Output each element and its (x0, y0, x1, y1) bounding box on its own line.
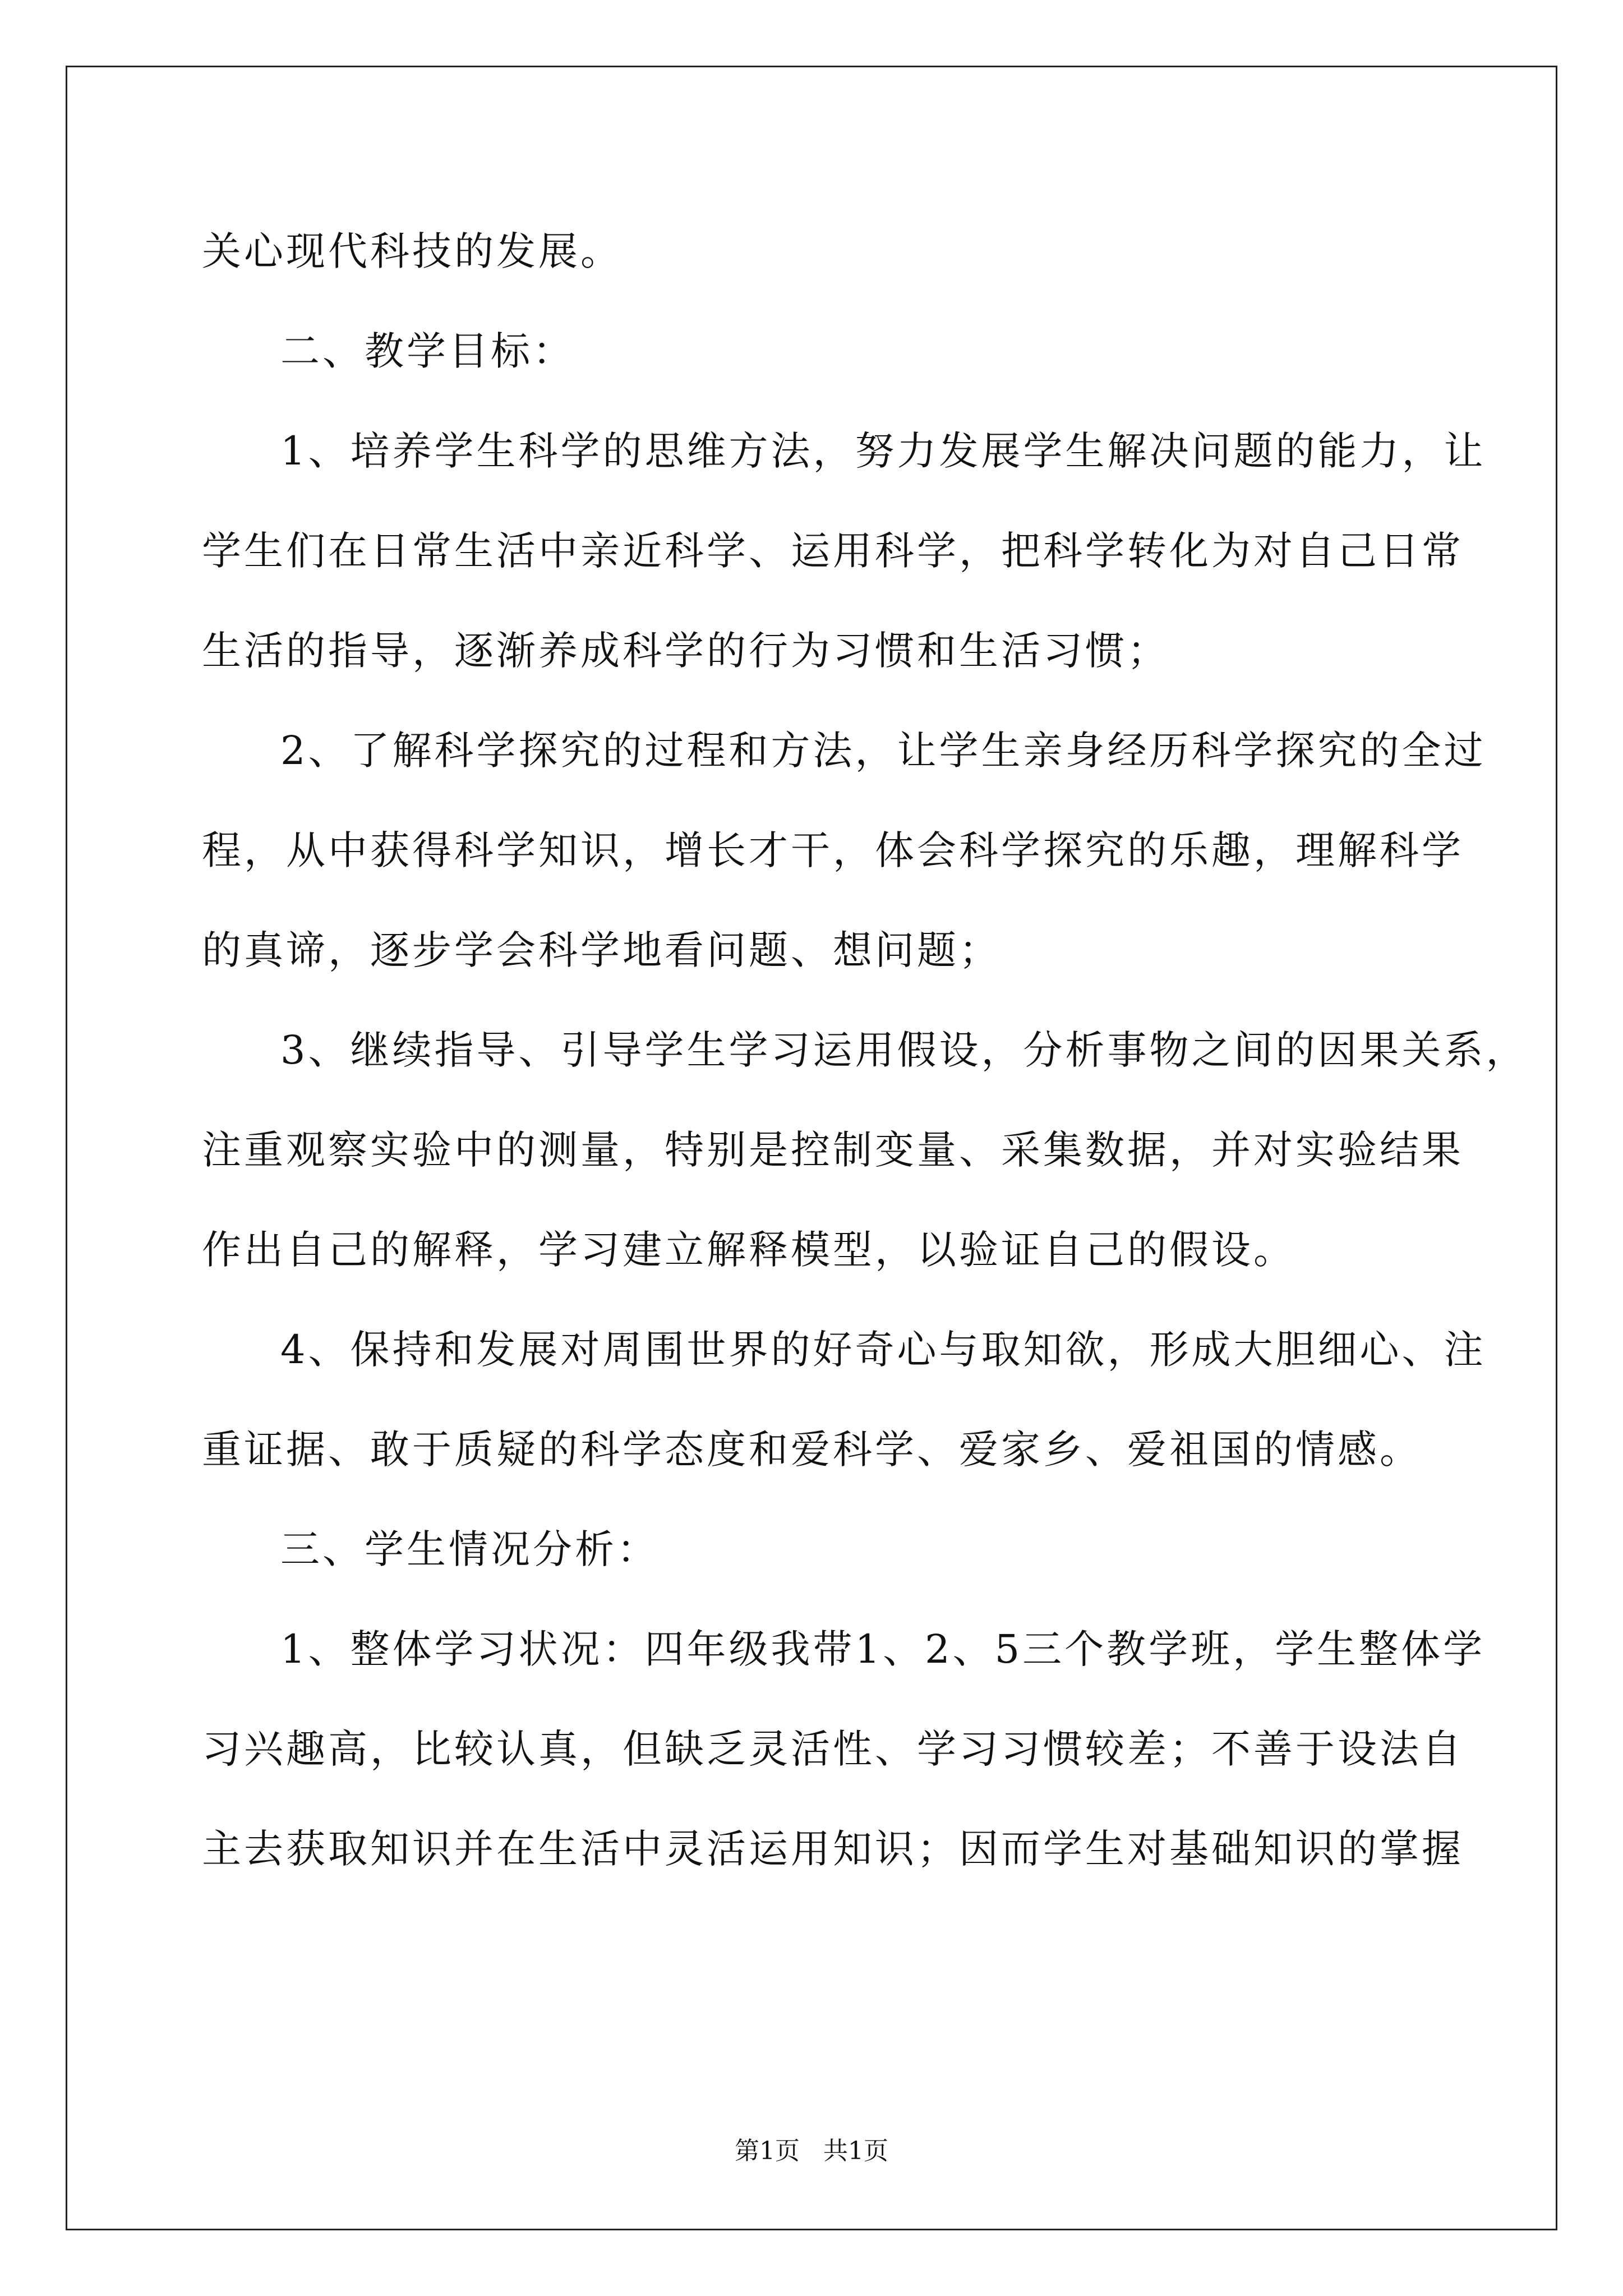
paragraph-line: 关心现代科技的发展。 (202, 228, 623, 274)
paragraph-line: 注重观察实验中的测量，特别是控制变量、采集数据，并对实验结果 (202, 1127, 1464, 1173)
paragraph-line: 程，从中获得科学知识，增长才干，体会科学探究的乐趣，理解科学 (202, 827, 1464, 873)
paragraph-line: 1、整体学习状况：四年级我带1、2、5三个教学班，学生整体学 (280, 1626, 1486, 1672)
paragraph-line: 4、保持和发展对周围世界的好奇心与取知欲，形成大胆细心、注 (280, 1327, 1486, 1373)
paragraph-line: 作出自己的解释，学习建立解释模型，以验证自己的假设。 (202, 1227, 1295, 1273)
paragraph-line: 主去获取知识并在生活中灵活运用知识；因而学生对基础知识的掌握 (202, 1826, 1464, 1872)
paragraph-line: 的真谛，逐步学会科学地看问题、想问题； (202, 927, 1001, 973)
section-heading: 三、学生情况分析： (280, 1526, 659, 1572)
paragraph-line: 1、培养学生科学的思维方法，努力发展学生解决问题的能力，让 (280, 428, 1486, 474)
section-heading: 二、教学目标： (280, 328, 575, 374)
paragraph-line: 重证据、敢于质疑的科学态度和爱科学、爱家乡、爱祖国的情感。 (202, 1427, 1422, 1473)
paragraph-line: 学生们在日常生活中亲近科学、运用科学，把科学转化为对自己日常 (202, 528, 1464, 574)
paragraph-line: 生活的指导，逐渐养成科学的行为习惯和生活习惯； (202, 628, 1169, 674)
paragraph-line: 2、了解科学探究的过程和方法，让学生亲身经历科学探究的全过 (280, 728, 1486, 774)
paragraph-line: 习兴趣高，比较认真，但缺乏灵活性、学习习惯较差；不善于设法自 (202, 1726, 1464, 1772)
paragraph-line: 3、继续指导、引导学生学习运用假设，分析事物之间的因果关系， (280, 1027, 1528, 1073)
page-footer: 第1页 共1页 (735, 2137, 888, 2165)
